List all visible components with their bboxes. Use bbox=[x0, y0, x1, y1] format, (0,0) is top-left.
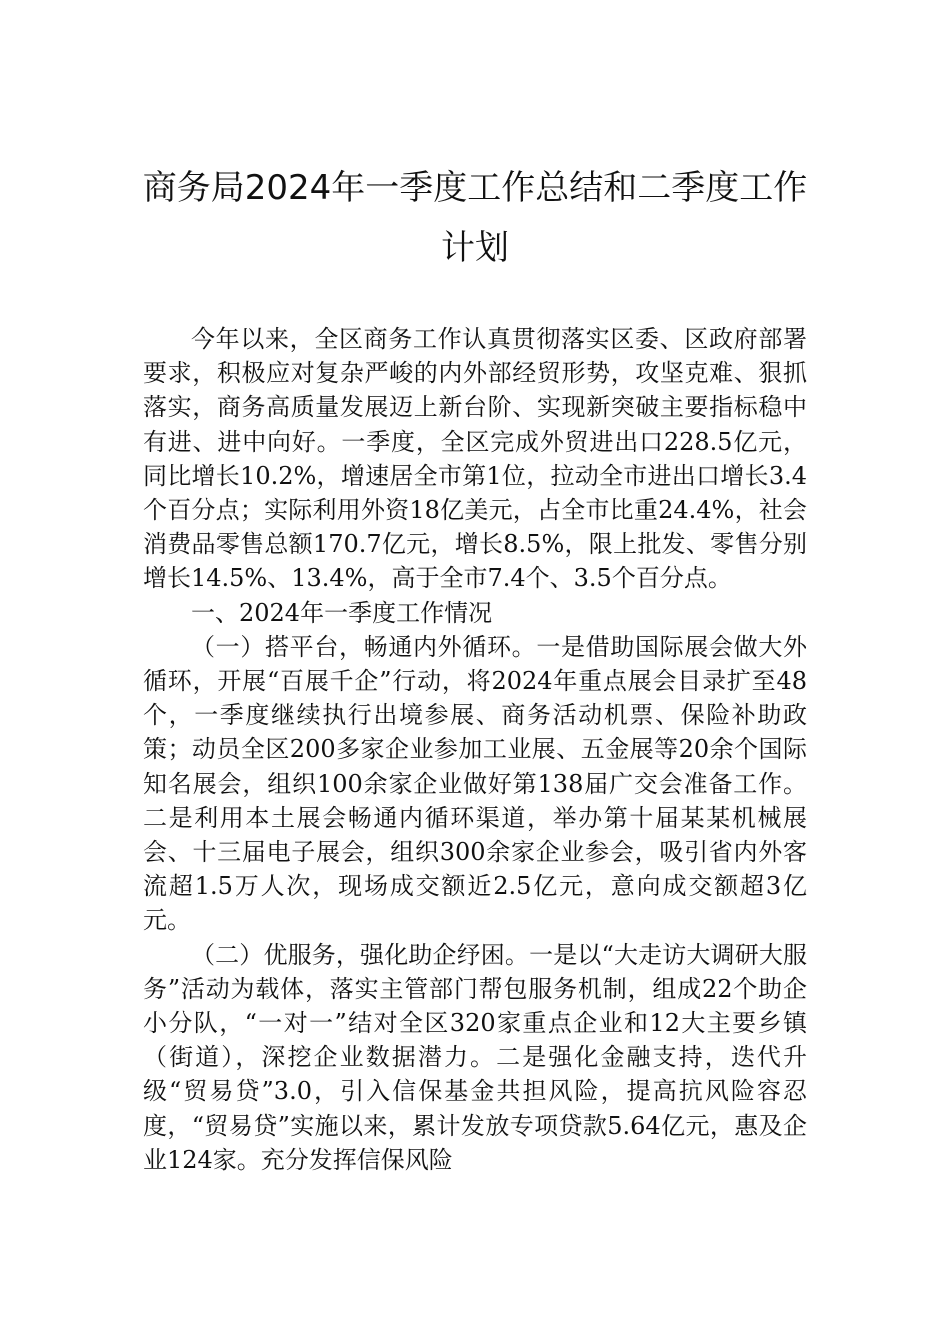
subsection-paragraph-2: （二）优服务，强化助企纾困。一是以“大走访大调研大服务”活动为载体，落实主管部门帮包服务机制，组成22个助企小分队，“一对一”结对全区320家重点企业和12大主要乡镇（街道），深挖企业数据潜力。二是强化金融支持，迭代升级“贸易贷”3.0，引入信保基金共担风险，提高抗风险容忍度，“贸易贷”实施以来，累计发放专项贷款5.64亿元，惠及企业124家。充分发挥信保风险 bbox=[143, 940, 807, 1174]
subsection-paragraph-1: （一）搭平台，畅通内外循环。一是借助国际展会做大外循环，开展“百展千企”行动，将2024年重点展会目录扩至48个，一季度继续执行出境参展、商务活动机票、保险补助政策；动员全区200多家企业参加工业展、五金展等20余个国际知名展会，组织100余家企业做好第138届广交会准备工作。二是利用本土展会畅通内循环渠道，举办第十届某某机械展会、十三届电子展会，组织300余家企业参会，吸引省内外客流超1.5万人次，现场成交额近2.5亿元，意向成交额超3亿元。 bbox=[143, 632, 807, 935]
document-body bbox=[143, 322, 807, 1177]
document-title: 商务局2024年一季度工作总结和二季度工作计划 bbox=[142, 168, 808, 268]
section-heading: 一、2024年一季度工作情况 bbox=[191, 598, 493, 627]
intro-paragraph: 今年以来，全区商务工作认真贯彻落实区委、区政府部署要求，积极应对复杂严峻的内外部经贸形势，攻坚克难、狠抓落实，商务高质量发展迈上新台阶、实现新突破主要指标稳中有进、进中向好。一季度，全区完成外贸进出口228.5亿元，同比增长10.2%，增速居全市第1位，拉动全市进出口增长3.4个百分点；实际利用外资18亿美元，占全市比重24.4%，社会消费品零售总额170.7亿元，增长8.5%，限上批发、零售分别增长14.5%、13.4%，高于全市7.4个、3.5个百分点。 bbox=[143, 325, 807, 593]
